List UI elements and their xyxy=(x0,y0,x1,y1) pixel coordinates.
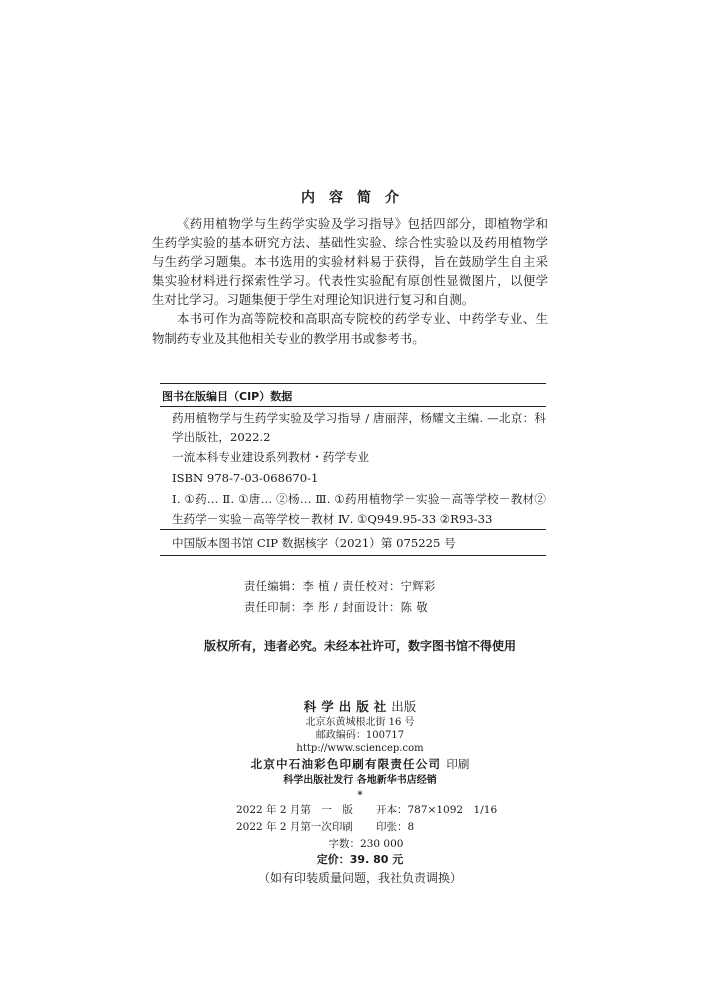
print-specs xyxy=(236,802,497,853)
publisher-name: 科学出版社 xyxy=(303,699,392,714)
printer-name: 北京中石油彩色印刷有限责任公司 xyxy=(250,757,442,771)
cip-isbn-line: ISBN 978-7-03-068670-1 xyxy=(172,470,319,485)
cip-mid-rule xyxy=(160,529,546,530)
summary-body xyxy=(152,214,548,348)
distribution-line: 科学出版社发行 各地新华书店经销 xyxy=(283,775,437,786)
printer-line xyxy=(160,755,560,773)
publisher-suffix: 出版 xyxy=(391,699,417,714)
cip-heading-rule xyxy=(160,406,546,407)
cip-heading: 图书在版编目（CIP）数据 xyxy=(162,390,293,403)
summary-title: 内容简介 xyxy=(301,190,413,206)
book-format: 开本：787×1092 1/16 xyxy=(376,804,498,816)
copyright-notice: 版权所有，违者必究。未经本社许可，数字图书馆不得使用 xyxy=(203,639,516,653)
editor-credit: 责任编辑：李 植 / 责任校对：宁辉彩 xyxy=(244,580,436,593)
staff-credits xyxy=(244,576,436,618)
printer-suffix: 印刷 xyxy=(446,757,470,771)
specs-row-print xyxy=(236,819,497,836)
cip-bottom-rule xyxy=(160,555,546,556)
publisher-block xyxy=(160,698,560,803)
edition-date: 2022 年 2 月第 一 版 xyxy=(236,804,353,816)
word-count: 字数：230 000 xyxy=(328,838,404,850)
publisher-line xyxy=(160,698,560,716)
summary-paragraph: 本书可作为高等院校和高职高专院校的药学专业、中药学专业、生物制药专业及其他相关专业的教学用书或参考书。 xyxy=(152,311,548,346)
cip-top-rule xyxy=(160,383,546,384)
cip-classification: Ⅰ. ①药… Ⅱ. ①唐… ②杨… Ⅲ. ①药用植物学－实验－高等学校－教材②生药学－实验－高等学校－教材 Ⅳ. ①Q949.95-33 ②R93-33 xyxy=(172,492,546,527)
quality-notice: （如有印装质量问题，我社负责调换） xyxy=(257,871,462,885)
specs-row-edition xyxy=(236,802,497,819)
publisher-postcode: 邮政编码：100717 xyxy=(315,730,405,741)
publisher-url: http://www.sciencep.com xyxy=(296,743,424,754)
price: 定价：39. 80 元 xyxy=(316,853,404,866)
print-sheets: 印张：8 xyxy=(376,821,415,833)
separator-star: * xyxy=(357,790,363,801)
cip-series-line: 一流本科专业建设系列教材・药学专业 xyxy=(172,450,370,465)
print-date: 2022 年 2 月第一次印刷 xyxy=(236,821,353,833)
cip-block xyxy=(160,383,546,556)
publisher-address: 北京东黄城根北街 16 号 xyxy=(305,717,415,728)
summary-paragraph: 《药用植物学与生药学实验及学习指导》包括四部分，即植物学和生药学实验的基本研究方法、基础性实验、综合性实验以及药用植物学与生药学习题集。本书选用的实验材料易于获得，旨在鼓励学生自主采集实验材料进行探索性学习。代表性实验配有原创性显微图片，以便学生对比学习。习题集便于学生对理论知识进行复习和自测。 xyxy=(152,216,548,308)
cip-number: 中国版本图书馆 CIP 数据核字（2021）第 075225 号 xyxy=(172,536,456,551)
print-credit: 责任印制：李 彤 / 封面设计：陈 敬 xyxy=(244,601,429,614)
cip-title-line: 药用植物学与生药学实验及学习指导 / 唐丽萍，杨耀文主编. —北京：科学出版社，2022.2 xyxy=(172,411,546,444)
